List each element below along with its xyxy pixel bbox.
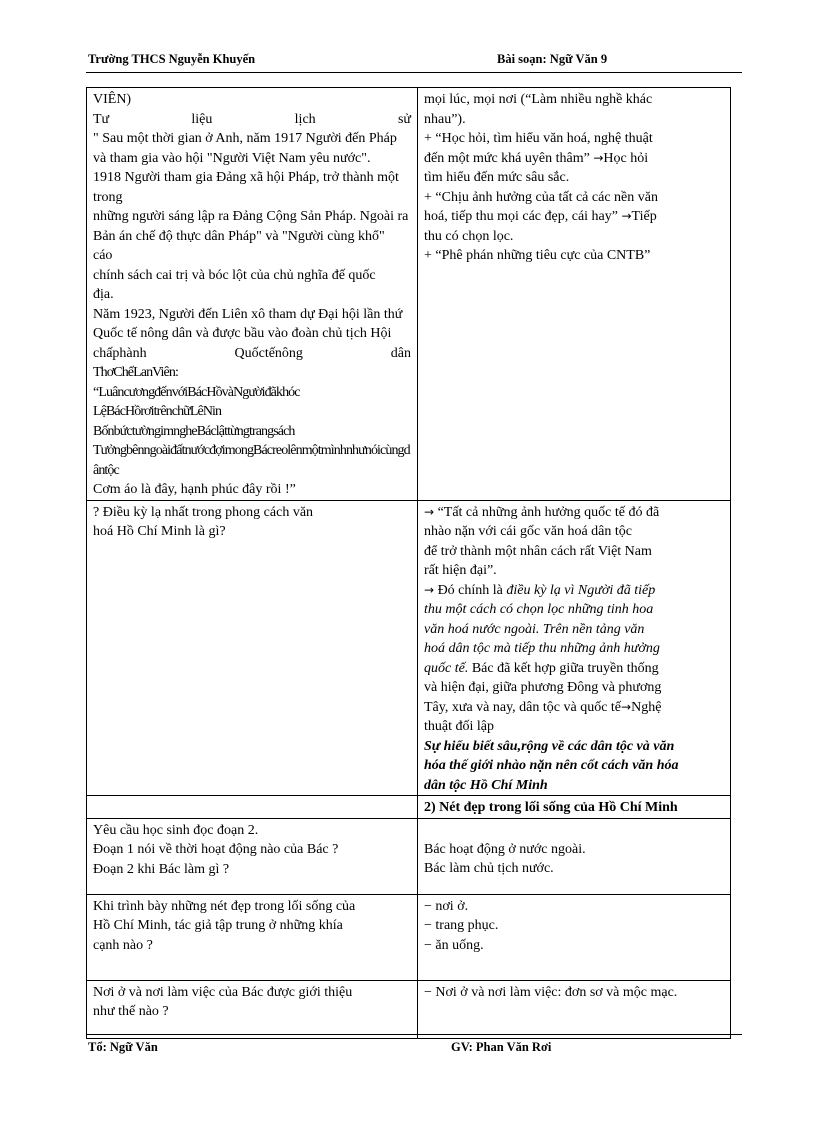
arrow-right-icon: →	[621, 699, 632, 714]
row1-right-line	[424, 149, 724, 169]
arrow-right-icon: →	[621, 209, 632, 223]
answer-line: rất hiện đại”.	[424, 563, 497, 578]
text: Tây, xưa và nay, dân tộc và quốc tế	[424, 699, 622, 715]
footer-rule	[86, 1034, 742, 1035]
row1-left-line: " Sau một thời gian ở Anh, năm 1917 Người đến Pháp	[93, 131, 397, 146]
row1-right-line: thu có chọn lọc.	[424, 228, 514, 244]
question-line: Hồ Chí Minh, tác giả tập trung ở những khía	[93, 918, 343, 933]
row1-left-line: cáo	[93, 248, 113, 263]
question-line: Yêu cầu học sinh đọc đoạn 2.	[93, 822, 259, 838]
answer-line: để trở thành một nhân cách rất Việt Nam	[424, 543, 652, 559]
row1-right-line: mọi lúc, mọi nơi (“Làm nhiều nghề khác	[424, 92, 653, 107]
word: chấphành	[93, 345, 147, 361]
arrow-right-icon: →	[593, 150, 604, 165]
row1-left-line: VIÊN)	[93, 92, 132, 107]
row1-left-cell	[87, 88, 418, 501]
answer-line: Bác hoạt động ở nước ngoài.	[424, 841, 586, 857]
row1-left-line: địa.	[93, 287, 114, 302]
footer-department: Tổ: Ngữ Văn	[88, 1040, 158, 1054]
italic-text: điều kỳ lạ vì Người đã tiếp	[506, 582, 656, 598]
poem-line: ThơChếLanViên:	[93, 365, 178, 380]
word: dân	[390, 345, 411, 361]
row1-left-line: Năm 1923, Người đến Liên xô tham dự Đại hội lần thứ	[93, 306, 403, 322]
text: Bác đã kết hợp giữa truyền thống	[468, 660, 659, 676]
row1-left-justified-line	[93, 110, 411, 130]
text: hoá, tiếp thu mọi các đẹp, cái hay”	[424, 209, 622, 224]
text: đến một mức khá uyên thâm”	[424, 150, 594, 166]
row1-left-line: những người sáng lập ra Đảng Cộng Sản Pháp. Ngoài ra	[93, 209, 409, 224]
row5-right-cell	[418, 894, 731, 980]
table-row	[87, 88, 731, 501]
question-line: Nơi ở và nơi làm việc của Bác được giới thiệu	[93, 984, 353, 1000]
question-line: Đoạn 1 nói về thời hoạt động nào của Bác ?	[93, 842, 339, 857]
table-row	[87, 796, 731, 819]
row1-left-line: chính sách cai trị và bóc lột của chủ nghĩa đế quốc	[93, 267, 376, 283]
answer-line: thuật đối lập	[424, 719, 494, 734]
row1-left-line: Bản án chế độ thực dân Pháp" và "Người cùng khổ"	[93, 228, 385, 244]
word: Tư	[93, 111, 110, 127]
table-row	[87, 980, 731, 1038]
row6-right-cell	[418, 980, 731, 1038]
poem-line: LệBácHồrơitrênchữLêNin	[93, 404, 222, 419]
answer-line: Bác làm chủ tịch nước.	[424, 861, 554, 876]
italic-text: quốc tế.	[424, 660, 469, 676]
row1-right-line: tìm hiểu đến mức sâu sắc.	[424, 170, 570, 185]
answer-line: và hiện đại, giữa phương Đông và phương	[424, 680, 662, 695]
row1-right-line: nhau”).	[424, 111, 466, 127]
row1-right-line: + “Học hỏi, tìm hiểu văn hoá, nghệ thuật	[424, 131, 653, 146]
question-line: cạnh nào ?	[93, 937, 153, 953]
text: Đó chính là	[434, 582, 507, 598]
question-line: Đoạn 2 khi Bác làm gì ?	[93, 861, 230, 877]
conclusion-line: dân tộc Hồ Chí Minh	[424, 777, 548, 793]
text: Tiếp	[631, 209, 657, 224]
poem-line: “LuâncươngđếnvớiBácHồvàNgườiđãkhóc	[93, 384, 300, 400]
row1-left-line: và tham gia vào hội "Người Việt Nam yêu nước".	[93, 150, 371, 166]
row1-right-line	[424, 207, 724, 227]
word: liệu	[191, 111, 213, 127]
question-line: ? Điều kỳ lạ nhất trong phong cách văn	[93, 504, 314, 520]
row2-right-cell	[418, 500, 731, 796]
row4-left-cell	[87, 818, 418, 894]
table-row	[87, 894, 731, 980]
table-row	[87, 500, 731, 796]
answer-line	[424, 503, 724, 523]
row6-left-cell	[87, 980, 418, 1038]
text: “Tất cả những ảnh hưởng quốc tế đó đã	[434, 504, 660, 520]
footer-teacher: GV: Phan Văn Rơi	[451, 1040, 552, 1054]
question-line: Khi trình bày những nét đẹp trong lối sống của	[93, 898, 356, 914]
text: Học hỏi	[603, 150, 649, 166]
row1-left-line: Quốc tế nông dân và được bầu vào đoàn chủ tịch Hội	[93, 326, 392, 341]
word: Quốctếnông	[234, 345, 303, 361]
question-line: hoá Hồ Chí Minh là gì?	[93, 524, 226, 539]
arrow-right-icon: →	[424, 504, 435, 519]
word: lịch	[294, 111, 316, 127]
row4-right-cell	[418, 818, 731, 894]
section-title: 2) Nét đẹp trong lối sống của Hồ Chí Minh	[424, 800, 678, 815]
header-school: Trường THCS Nguyễn Khuyến	[88, 52, 256, 66]
word: sử	[397, 111, 411, 127]
answer-line	[424, 581, 724, 601]
table-row	[87, 818, 731, 894]
poem-line: Cơm áo là đây, hạnh phúc đây rồi !”	[93, 482, 296, 497]
row3-left-cell	[87, 796, 418, 819]
poem-line: BốnbứctườngimngheBáclậttừngtrangsách	[93, 423, 295, 439]
row1-right-line: + “Chịu ảnh hưởng của tất cả các nền văn	[424, 189, 658, 205]
row2-left-cell	[87, 500, 418, 796]
answer-line: văn hoá nước ngoài. Trên nền tảng văn	[424, 621, 645, 637]
arrow-right-icon: →	[424, 582, 435, 597]
answer-line: − nơi ở.	[424, 898, 469, 914]
answer-line: nhào nặn với cái gốc văn hoá dân tộc	[424, 524, 632, 539]
row1-right-cell	[418, 88, 731, 501]
row1-left-line: 1918 Người tham gia Đảng xã hội Pháp, trở thành một	[93, 170, 399, 185]
conclusion-line: Sự hiểu biết sâu,rộng về các dân tộc và văn	[424, 738, 675, 754]
conclusion-line: hóa thế giới nhào nặn nên cốt cách văn hóa	[424, 758, 679, 773]
answer-line	[424, 659, 724, 679]
answer-line: − trang phục.	[424, 918, 499, 933]
answer-line: − Nơi ở và nơi làm việc: đơn sơ và mộc mạc.	[424, 984, 678, 1000]
answer-line	[424, 698, 724, 718]
answer-line: − ăn uống.	[424, 937, 484, 953]
section-heading	[418, 796, 731, 819]
row5-left-cell	[87, 894, 418, 980]
header-lesson: Bài soạn: Ngữ Văn 9	[497, 52, 608, 66]
answer-line: thu một cách có chọn lọc những tinh hoa	[424, 602, 654, 617]
poem-line: TưởngbênngoàiđấtnướcđợimongBácreolênmộtmìnhnhưnóicùngdântộc	[93, 443, 410, 478]
question-line: như thế nào ?	[93, 1004, 169, 1019]
lesson-table	[86, 87, 731, 1039]
row1-left-justified-line	[93, 344, 411, 364]
row1-right-line: + “Phê phán những tiêu cực của CNTB”	[424, 248, 651, 263]
row1-left-line: trong	[93, 189, 123, 205]
text: Nghệ	[631, 699, 662, 715]
header-rule	[86, 72, 742, 73]
answer-line: hoá dân tộc mà tiếp thu những ảnh hưởng	[424, 641, 660, 656]
